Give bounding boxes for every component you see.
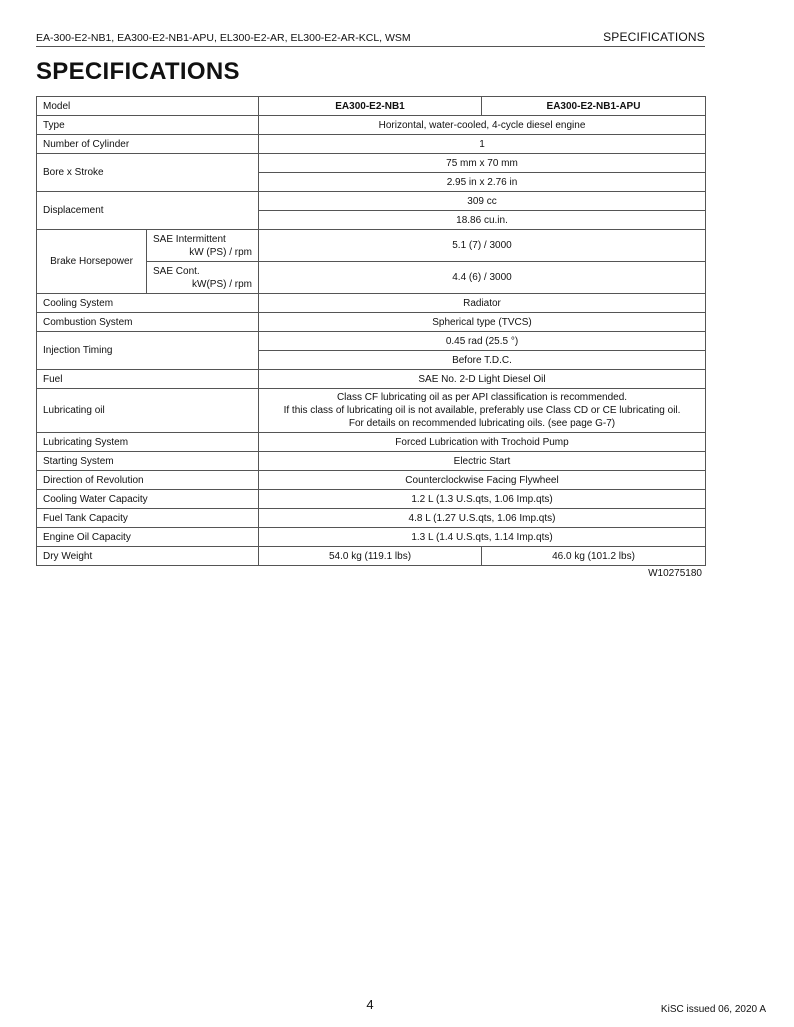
table-row bbox=[37, 452, 706, 471]
model-header: EA300-E2-NB1 bbox=[259, 97, 482, 116]
row-label: Combustion System bbox=[37, 313, 259, 332]
oil-line: For details on recommended lubricating oils. (see page G-7) bbox=[348, 418, 616, 429]
model-header: EA300-E2-NB1-APU bbox=[482, 97, 706, 116]
row-value: Spherical type (TVCS) bbox=[259, 313, 706, 332]
row-label: Direction of Revolution bbox=[37, 471, 259, 490]
sub-label-unit: kW (PS) / rpm bbox=[189, 246, 252, 258]
row-label: Fuel bbox=[37, 370, 259, 389]
issued-label: KiSC issued 06, 2020 A bbox=[660, 1004, 766, 1015]
row-label: Lubricating oil bbox=[37, 389, 259, 433]
row-label: Engine Oil Capacity bbox=[37, 528, 259, 547]
sub-label bbox=[147, 262, 259, 294]
table-row bbox=[37, 433, 706, 452]
table-row bbox=[37, 116, 706, 135]
row-value: 4.4 (6) / 3000 bbox=[259, 262, 706, 294]
row-label: Type bbox=[37, 116, 259, 135]
table-row bbox=[37, 332, 706, 351]
table-row bbox=[37, 135, 706, 154]
table-row bbox=[37, 313, 706, 332]
row-label: Fuel Tank Capacity bbox=[37, 509, 259, 528]
row-value: 2.95 in x 2.76 in bbox=[259, 173, 706, 192]
table-row bbox=[37, 97, 706, 116]
row-value: Electric Start bbox=[259, 452, 706, 471]
row-value: 1 bbox=[259, 135, 706, 154]
table-row bbox=[37, 370, 706, 389]
row-value: 1.3 L (1.4 U.S.qts, 1.14 Imp.qts) bbox=[259, 528, 706, 547]
sub-label-line: SAE Cont. bbox=[153, 265, 200, 277]
row-value: Radiator bbox=[259, 294, 706, 313]
row-label: Dry Weight bbox=[37, 547, 259, 566]
table-row bbox=[37, 230, 706, 262]
row-value: 309 cc bbox=[259, 192, 706, 211]
table-row bbox=[37, 154, 706, 173]
row-label: Number of Cylinder bbox=[37, 135, 259, 154]
document-code: W10275180 bbox=[648, 568, 702, 579]
row-label: Model bbox=[37, 97, 259, 116]
page-header bbox=[36, 30, 705, 47]
row-value: 75 mm x 70 mm bbox=[259, 154, 706, 173]
table-row bbox=[37, 471, 706, 490]
row-value: Forced Lubrication with Trochoid Pump bbox=[259, 433, 706, 452]
row-label: Displacement bbox=[37, 192, 259, 230]
row-value: 54.0 kg (119.1 lbs) bbox=[259, 547, 482, 566]
row-label: Bore x Stroke bbox=[37, 154, 259, 192]
row-value: 0.45 rad (25.5 °) bbox=[259, 332, 706, 351]
table-row bbox=[37, 509, 706, 528]
table-row bbox=[37, 294, 706, 313]
row-label: Starting System bbox=[37, 452, 259, 471]
row-value bbox=[259, 389, 706, 433]
row-label: Brake Horsepower bbox=[37, 230, 147, 294]
row-label: Cooling System bbox=[37, 294, 259, 313]
page-number: 4 bbox=[366, 997, 374, 1012]
row-label: Lubricating System bbox=[37, 433, 259, 452]
specifications-table bbox=[36, 96, 706, 566]
table-row bbox=[37, 528, 706, 547]
table-row bbox=[37, 547, 706, 566]
row-value: 18.86 cu.in. bbox=[259, 211, 706, 230]
sub-label bbox=[147, 230, 259, 262]
row-value: Counterclockwise Facing Flywheel bbox=[259, 471, 706, 490]
row-value: 46.0 kg (101.2 lbs) bbox=[482, 547, 706, 566]
table-row bbox=[37, 490, 706, 509]
table-row bbox=[37, 389, 706, 433]
row-value: 4.8 L (1.27 U.S.qts, 1.06 Imp.qts) bbox=[259, 509, 706, 528]
table-row bbox=[37, 192, 706, 211]
row-value: 1.2 L (1.3 U.S.qts, 1.06 Imp.qts) bbox=[259, 490, 706, 509]
row-value: 5.1 (7) / 3000 bbox=[259, 230, 706, 262]
oil-line: Class CF lubricating oil as per API classification is recommended. bbox=[336, 392, 628, 403]
row-value: Horizontal, water-cooled, 4-cycle diesel engine bbox=[259, 116, 706, 135]
page-title: SPECIFICATIONS bbox=[36, 58, 240, 85]
row-value: Before T.D.C. bbox=[259, 351, 706, 370]
header-models: EA-300-E2-NB1, EA300-E2-NB1-APU, EL300-E2-AR, EL300-E2-AR-KCL, WSM bbox=[36, 32, 411, 44]
sub-label-line: SAE Intermittent bbox=[153, 233, 226, 245]
row-value: SAE No. 2-D Light Diesel Oil bbox=[259, 370, 706, 389]
oil-line: If this class of lubricating oil is not available, preferably use Class CD or CE lubricating oil. bbox=[283, 405, 681, 416]
header-section: SPECIFICATIONS bbox=[603, 30, 705, 44]
row-label: Cooling Water Capacity bbox=[37, 490, 259, 509]
sub-label-unit: kW(PS) / rpm bbox=[192, 278, 252, 290]
row-label: Injection Timing bbox=[37, 332, 259, 370]
